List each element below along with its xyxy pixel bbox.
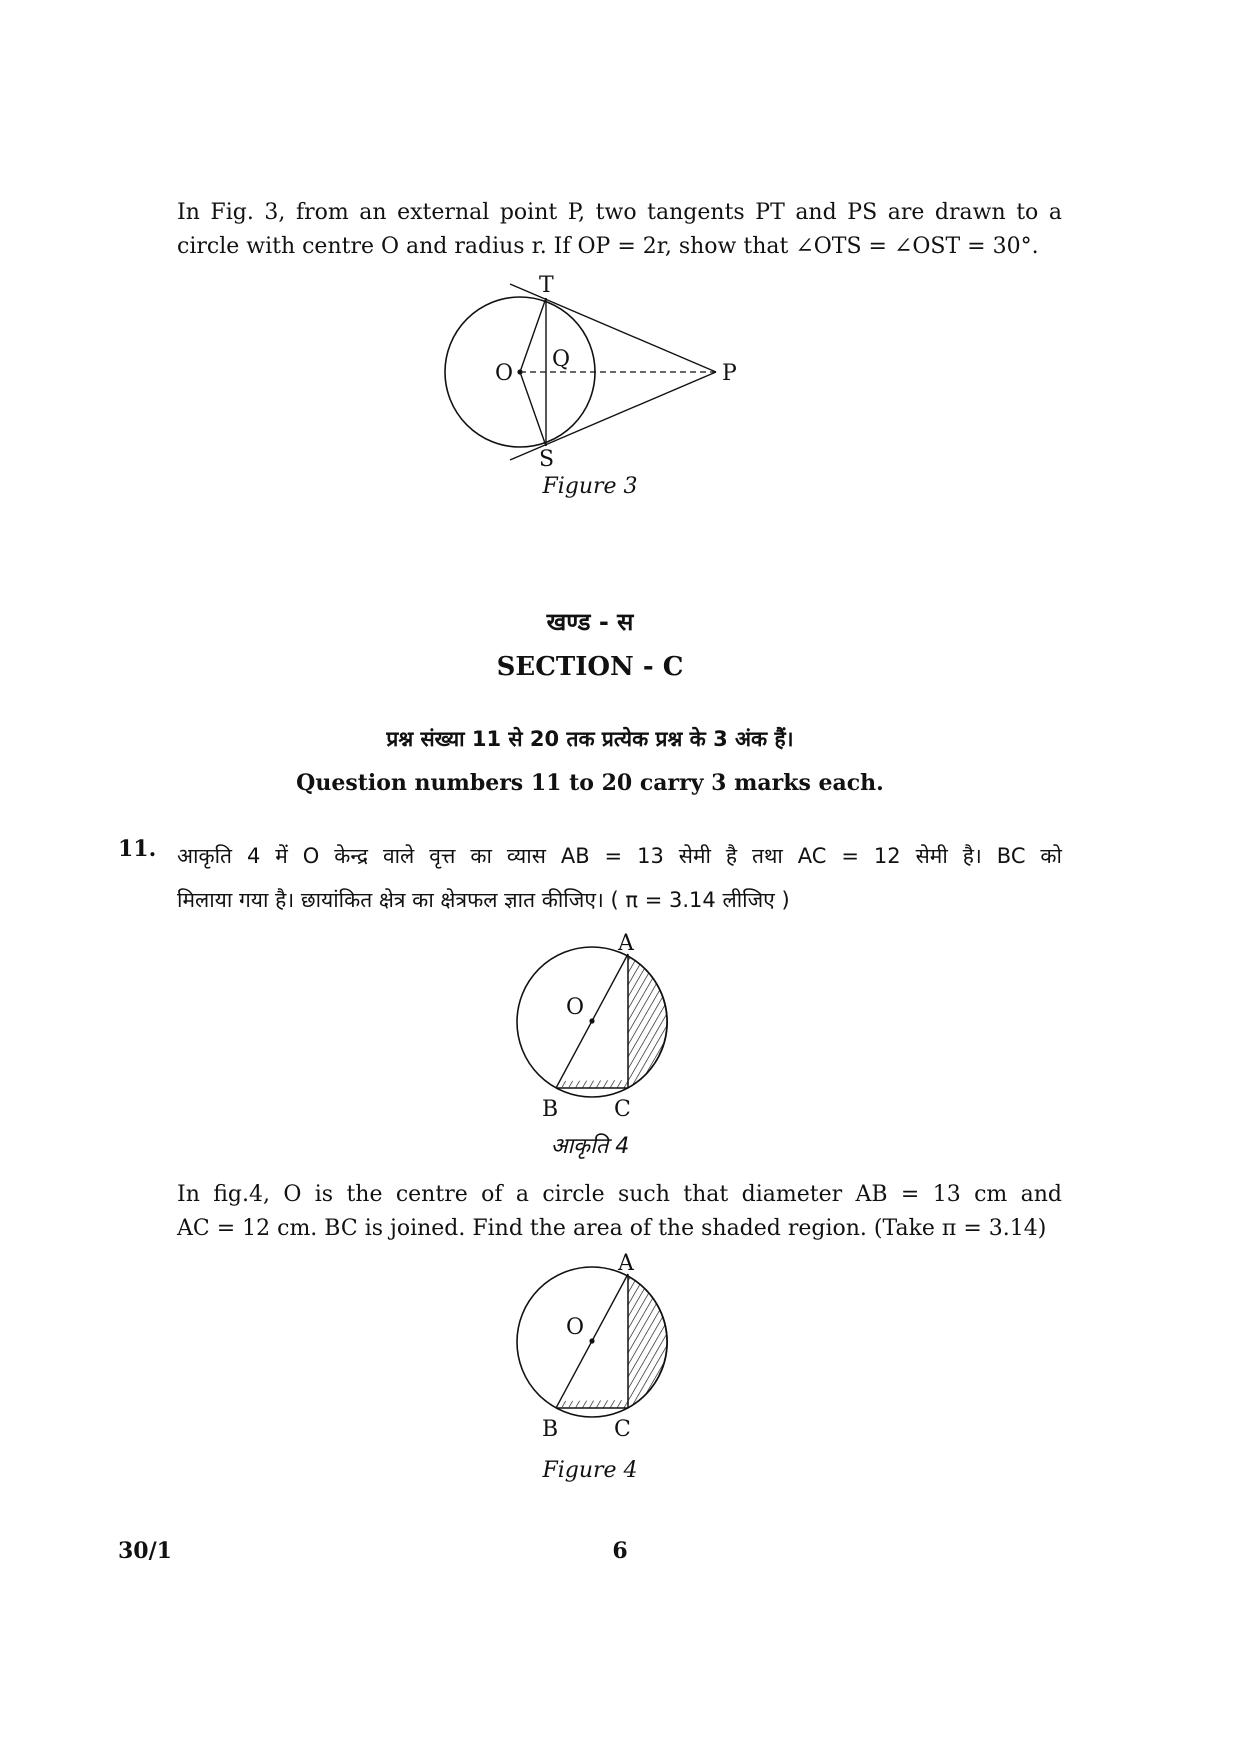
shaded-segment-right — [628, 956, 667, 1088]
question-11-number: 11. — [118, 836, 157, 862]
radius-os — [520, 372, 546, 446]
shaded-segment-bottom — [558, 1080, 628, 1088]
section-english-instruction: Question numbers 11 to 20 carry 3 marks each. — [296, 770, 884, 796]
question-11-english-text — [177, 1178, 1062, 1246]
centre-point-o — [589, 1338, 594, 1343]
label-b: B — [542, 1097, 559, 1122]
question-11-hindi-line-1: आकृति 4 में O केन्द्र वाले वृत्त का व्यास AB = 13 सेमी है तथा AC = 12 सेमी है। BC को — [177, 844, 1062, 868]
figure-3-caption: Figure 3 — [542, 474, 638, 499]
shaded-segment-bottom — [558, 1400, 628, 1408]
label-a: A — [618, 1251, 634, 1276]
centre-point-o — [517, 369, 522, 374]
paper-code: 30/1 — [118, 1538, 172, 1564]
question-11-english-line-2: AC = 12 cm. BC is joined. Find the area of the shaded region. (Take π = 3.14) — [177, 1216, 1047, 1241]
shaded-segment-right — [628, 1276, 667, 1408]
section-hindi-title: खण्ड - स — [546, 608, 634, 636]
page-number: 6 — [612, 1538, 628, 1564]
prev-question-line-1: In Fig. 3, from an external point P, two tangents PT and PS are drawn to a — [177, 200, 1062, 225]
radius-ot — [520, 298, 546, 372]
label-s: S — [539, 447, 555, 470]
section-english-title: SECTION - C — [496, 652, 684, 682]
figure-3-diagram — [420, 270, 760, 470]
label-t: T — [539, 273, 554, 298]
label-a: A — [618, 931, 634, 956]
label-q: Q — [552, 347, 571, 372]
question-11-hindi-text — [177, 834, 1062, 922]
figure-4-hindi-diagram — [500, 930, 700, 1130]
label-o: O — [566, 995, 585, 1020]
prev-question-line-2: circle with centre O and radius r. If OP = 2r, show that ∠OTS = ∠OST = 30°. — [177, 234, 1039, 259]
label-o: O — [495, 361, 514, 386]
section-hindi-instruction: प्रश्न संख्या 11 से 20 तक प्रत्येक प्रश्न के 3 अंक हैं। — [386, 727, 794, 751]
label-p: P — [722, 361, 737, 386]
question-11-english-line-1: In fig.4, O is the centre of a circle such that diameter AB = 13 cm and — [177, 1182, 1062, 1207]
label-b: B — [542, 1417, 559, 1442]
figure-4-english-caption: Figure 4 — [542, 1458, 638, 1483]
label-o: O — [566, 1315, 585, 1340]
label-c: C — [614, 1097, 631, 1122]
prev-question-text — [177, 196, 1062, 264]
label-c: C — [614, 1417, 631, 1442]
centre-point-o — [589, 1018, 594, 1023]
question-11-hindi-line-2: मिलाया गया है। छायांकित क्षेत्र का क्षेत्रफल ज्ञात कीजिए। ( π = 3.14 लीजिए ) — [177, 888, 790, 912]
figure-4-english-diagram — [500, 1250, 700, 1450]
figure-4-hindi-caption: आकृति 4 — [550, 1134, 630, 1159]
